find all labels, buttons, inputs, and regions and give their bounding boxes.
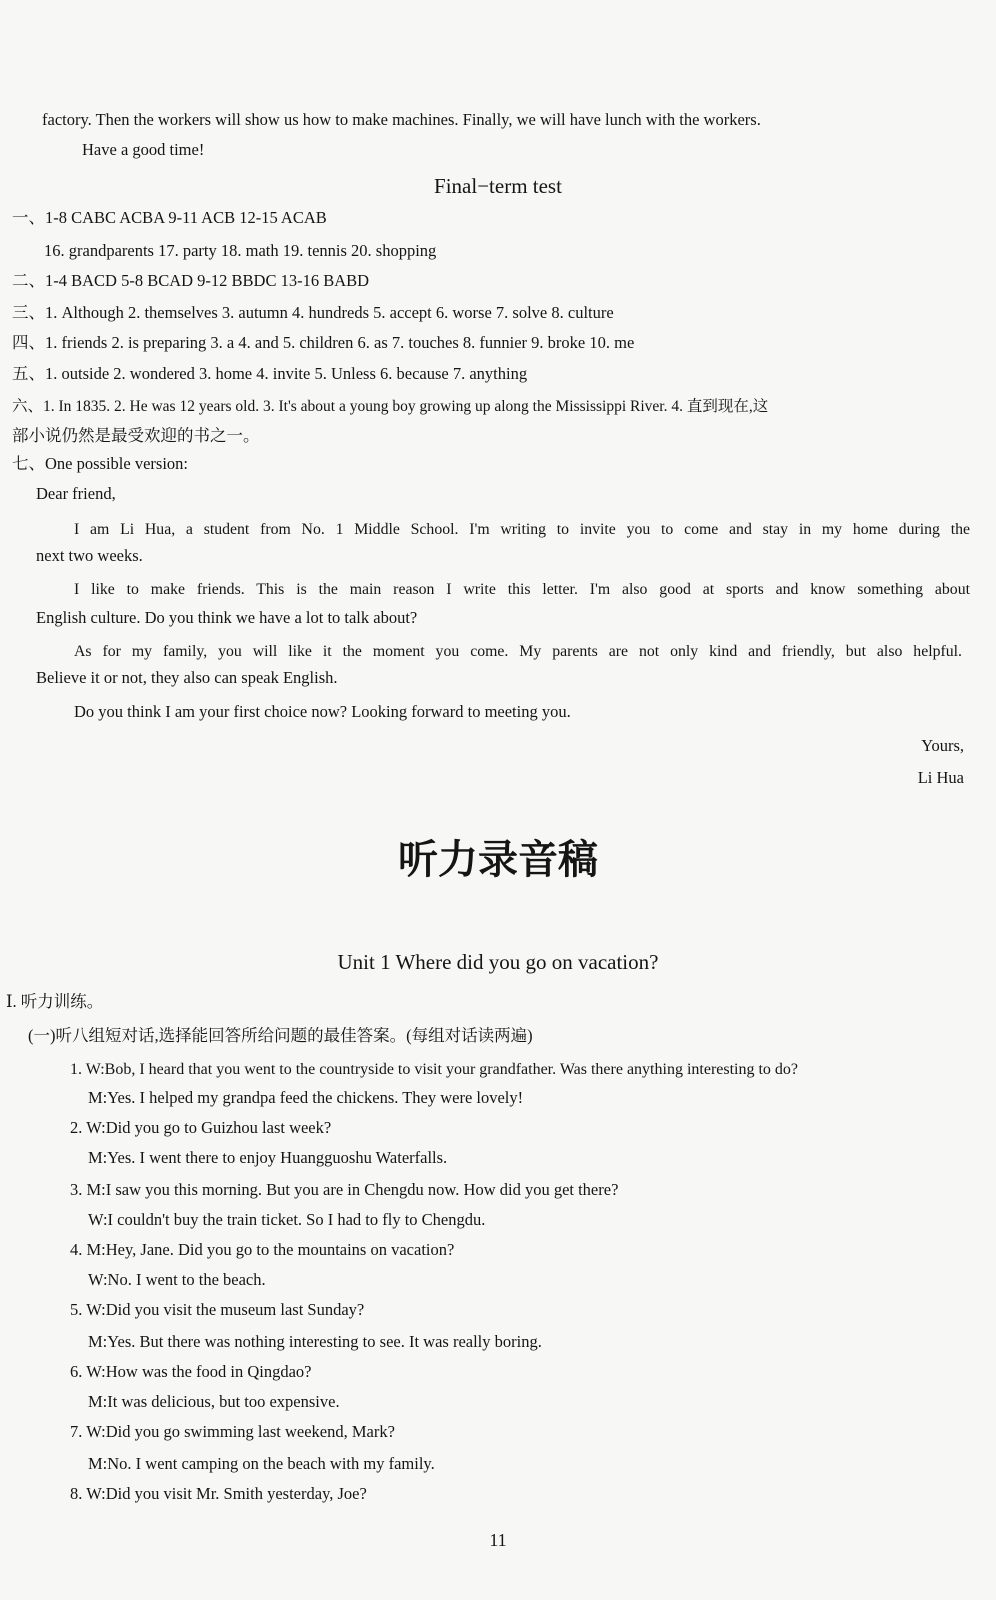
letter-line: As for my family, you will like it the moment you come. My parents are not only kind and friendly, but also helpful. — [74, 643, 962, 660]
answer-line: 四、1. friends 2. is preparing 3. a 4. and 5. children 6. as 7. touches 8. funnier 9. broke 10. me — [12, 333, 635, 352]
letter-signature: Li Hua — [917, 768, 964, 787]
dialogue-line: 8. W:Did you visit Mr. Smith yesterday, Joe? — [70, 1484, 367, 1503]
instruction-line: (一)听八组短对话,选择能回答所给问题的最佳答案。(每组对话读两遍) — [28, 1026, 533, 1045]
dialogue-line: W:No. I went to the beach. — [88, 1270, 266, 1289]
letter-closing: Yours, — [921, 736, 964, 755]
letter-greeting: Dear friend, — [36, 484, 116, 503]
dialogue-line: 5. W:Did you visit the museum last Sunday? — [70, 1300, 365, 1319]
dialogue-line: 4. M:Hey, Jane. Did you go to the mountains on vacation? — [70, 1240, 455, 1259]
unit-title: Unit 1 Where did you go on vacation? — [337, 950, 659, 974]
dialogue-line: M:No. I went camping on the beach with my family. — [88, 1454, 435, 1473]
letter-line: Believe it or not, they also can speak English. — [36, 668, 338, 687]
dialogue-line: M:Yes. But there was nothing interesting to see. It was really boring. — [88, 1332, 542, 1351]
answer-line: 一、1-8 CABC ACBA 9-11 ACB 12-15 ACAB — [12, 208, 327, 227]
dialogue-line: 1. W:Bob, I heard that you went to the countryside to visit your grandfather. Was there anything interesting to do? — [70, 1061, 799, 1078]
dialogue-line: M:Yes. I went there to enjoy Huangguoshu Waterfalls. — [88, 1148, 448, 1167]
letter-line: English culture. Do you think we have a lot to talk about? — [36, 608, 418, 627]
answer-line: 七、One possible version: — [12, 454, 188, 473]
dialogue-line: M:It was delicious, but too expensive. — [88, 1392, 340, 1411]
answer-line: 二、1-4 BACD 5-8 BCAD 9-12 BBDC 13-16 BABD — [12, 271, 370, 290]
letter-line: I like to make friends. This is the main reason I write this letter. I'm also good at sports and know something about — [74, 581, 970, 598]
dialogue-line: W:I couldn't buy the train ticket. So I had to fly to Chengdu. — [88, 1210, 486, 1229]
answer-line: 三、1. Although 2. themselves 3. autumn 4. hundreds 5. accept 6. worse 7. solve 8. culture — [12, 303, 614, 322]
section-title: Final−term test — [434, 174, 562, 198]
dialogue-line: 3. M:I saw you this morning. But you are in Chengdu now. How did you get there? — [70, 1180, 619, 1199]
paragraph-line: factory. Then the workers will show us how to make machines. Finally, we will have lunch with the workers. — [42, 110, 761, 129]
answer-line: 16. grandparents 17. party 18. math 19. tennis 20. shopping — [44, 241, 437, 260]
answer-line: 五、1. outside 2. wondered 3. home 4. invite 5. Unless 6. because 7. anything — [12, 364, 528, 383]
letter-line: next two weeks. — [36, 546, 143, 565]
transcript-title: 听力录音稿 — [398, 837, 598, 883]
letter-line: Do you think I am your first choice now? Looking forward to meeting you. — [74, 702, 571, 721]
dialogue-line: 2. W:Did you go to Guizhou last week? — [70, 1118, 332, 1137]
answer-line: 部小说仍然是最受欢迎的书之一。 — [12, 426, 260, 445]
page-number: 11 — [489, 1530, 507, 1550]
section-heading: Ⅰ. 听力训练。 — [6, 992, 104, 1011]
dialogue-line: 6. W:How was the food in Qingdao? — [70, 1362, 312, 1381]
dialogue-line: 7. W:Did you go swimming last weekend, Mark? — [70, 1422, 395, 1441]
dialogue-line: M:Yes. I helped my grandpa feed the chickens. They were lovely! — [88, 1088, 524, 1107]
paragraph-line: Have a good time! — [82, 140, 205, 159]
letter-line: I am Li Hua, a student from No. 1 Middle School. I'm writing to invite you to come and stay in my home during the — [74, 521, 970, 538]
answer-line: 六、1. In 1835. 2. He was 12 years old. 3. It's about a young boy growing up along the Mississippi River. 4. 直到现在,这 — [12, 398, 769, 415]
